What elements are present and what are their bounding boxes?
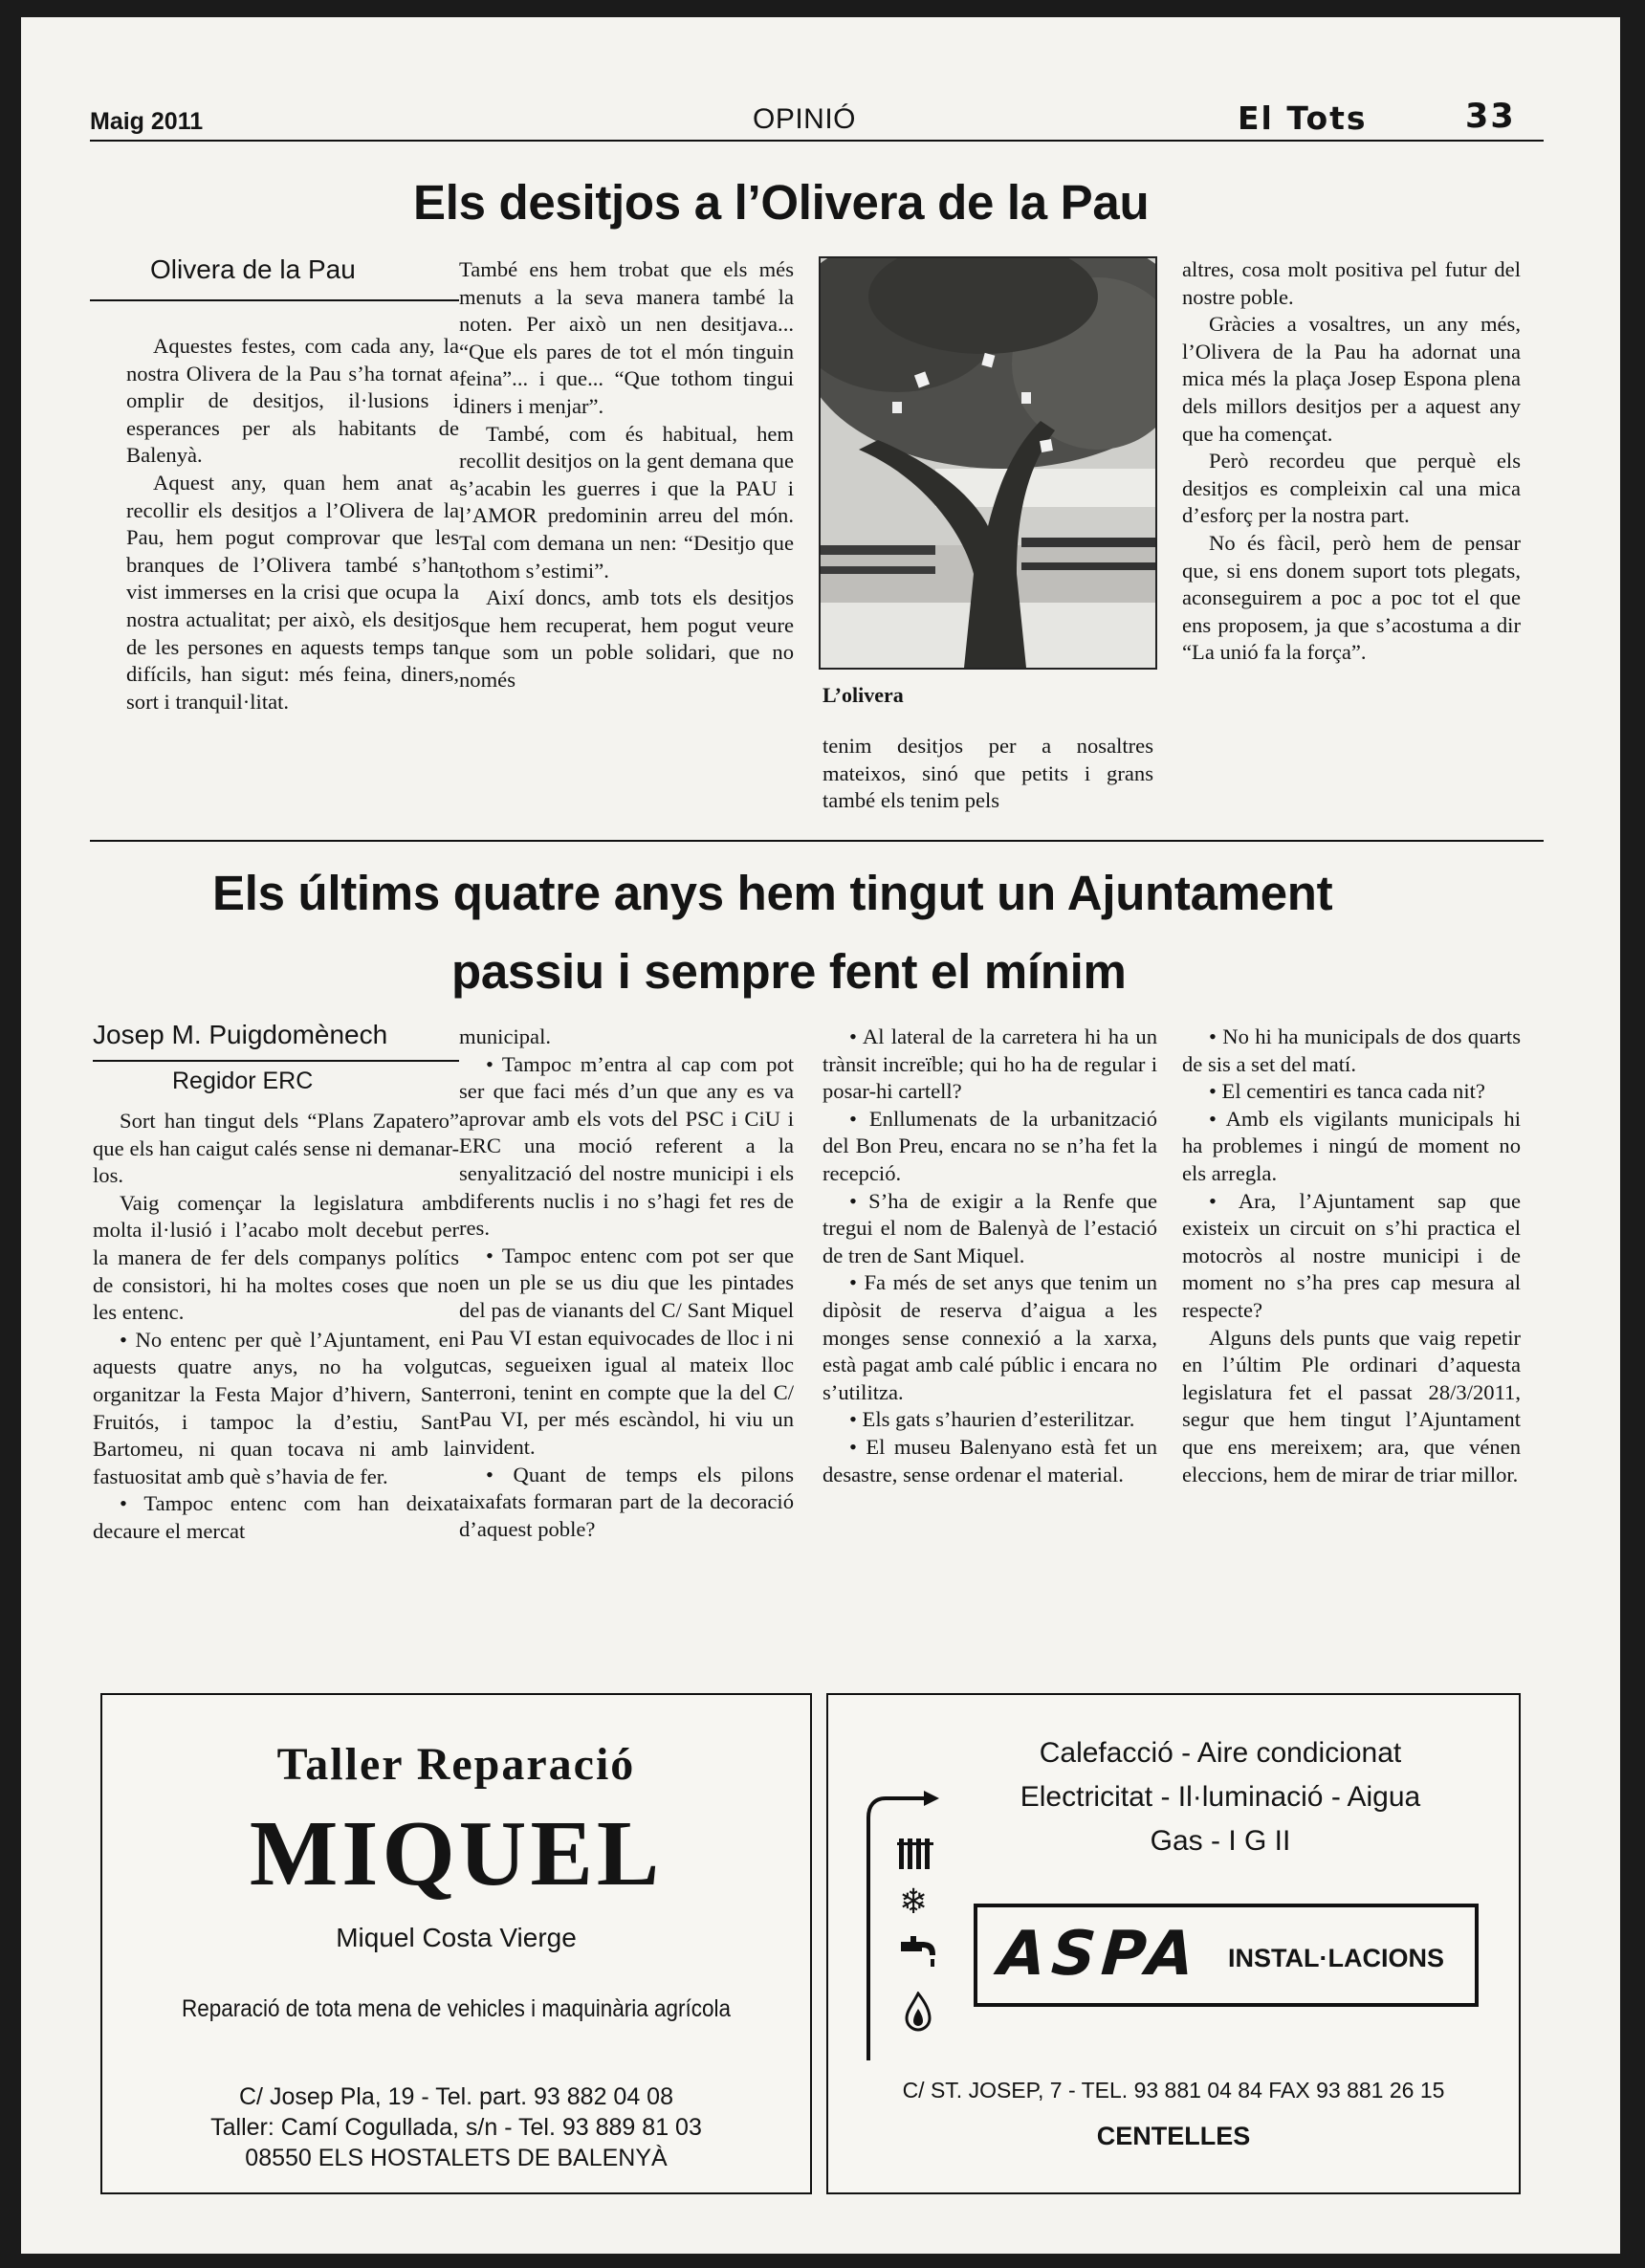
paragraph: • No entenc per què l’Ajuntament, en aquests quatre anys, no ha volgut organitzar la Festa Major d’hivern, Sant Fruitós, i tampoc la d’estiu, Sant Bartomeu, ni quan tocava ni amb la fastuositat amb què s’havia de fer. xyxy=(93,1327,459,1488)
ad-left-address-2: Taller: Camí Cogullada, s/n - Tel. 93 889 81 03 xyxy=(210,2114,702,2141)
aspa-logo: ASPA xyxy=(996,1919,1202,1990)
paragraph: També, com és habitual, hem recollit desitjos on la gent demana que s’acabin les guerres i que la PAU i l’AMOR predominin arreu del món. Tal com demana un nen: “Desitjo que tothom s’estimi”. xyxy=(459,421,794,583)
paragraph: Sort han tingut dels “Plans Zapatero” que els han caigut calés sense ni demanar-los. xyxy=(93,1109,459,1188)
byline-rule xyxy=(90,299,459,301)
radiator-icon xyxy=(897,1835,935,1873)
article2-title-line2: passiu i sempre fent el mínim xyxy=(451,944,1127,999)
author-rule xyxy=(93,1060,459,1062)
paragraph: Aquest any, quan hem anat a recollir els desitjos a l’Olivera de la Pau, hem pogut comprovar que les branques de l’Olivera també s’han vist immerses en la crisi que ocupa la nostra actualitat; per això, els desitjos de les persones en aquests temps tan difícils, han sigut: més feina, diners, sort i tranquil·litat. xyxy=(126,470,459,714)
paragraph: • Amb els vigilants municipals hi ha problemes i ningú de moment no els arregla. xyxy=(1182,1106,1521,1185)
paragraph: • Els gats s’haurien d’esterilitzar. xyxy=(849,1407,1135,1432)
aspa-logo-subtitle: INSTAL·LACIONS xyxy=(1228,1944,1444,1972)
page-number: 33 xyxy=(1465,98,1516,136)
section-title: OPINIÓ xyxy=(753,103,857,135)
gas-flame-icon xyxy=(903,1992,933,2034)
magazine-page xyxy=(21,17,1620,2254)
ad-right-address: C/ ST. JOSEP, 7 - TEL. 93 881 04 84 FAX 93 881 26 15 xyxy=(902,2078,1445,2103)
paragraph: Aquestes festes, com cada any, la nostra Olivera de la Pau s’ha tornat a omplir de desitjos, il·lusions i esperances per als habitants de Balenyà. xyxy=(126,334,459,468)
paragraph: • Fa més de set anys que tenim un dipòsit de reserva d’aigua a les monges sense connexió a la xarxa, està pagat amb calé públic i encara no s’utilitza. xyxy=(822,1270,1157,1404)
ad-taller-miquel xyxy=(100,1693,812,2194)
ad-aspa-instal-lacions xyxy=(826,1693,1521,2194)
snowflake-icon: ❄ xyxy=(899,1883,929,1922)
section-divider xyxy=(90,840,1544,842)
article1-column-1 xyxy=(126,333,459,716)
issue-date: Maig 2011 xyxy=(90,108,204,135)
paragraph: • S’ha de exigir a la Renfe que tregui el nom de Balenyà de l’estació de tren de Sant Miquel. xyxy=(822,1188,1157,1267)
olive-tree-photo xyxy=(819,256,1157,670)
article2-column-2 xyxy=(459,1024,794,1543)
article1-column-2 xyxy=(459,256,794,694)
ad-left-owner: Miquel Costa Vierge xyxy=(336,1923,577,1952)
ad-left-tagline: Reparació de tota mena de vehicles i maquinària agrícola xyxy=(181,1995,732,2022)
paragraph: No és fàcil, però hem de pensar que, si ens donem suport tots plegats, aconseguirem a poc a poc tot el que ens proposem, ja que s’acostuma a dir “La unió fa la força”. xyxy=(1182,530,1521,665)
paragraph: Així doncs, amb tots els desitjos que hem recuperat, hem pogut veure que som un poble solidari, que no només xyxy=(459,585,794,692)
ad-right-line-3: Gas - I G II xyxy=(1150,1825,1291,1857)
paragraph: • Enllumenats de la urbanització del Bon Preu, encara no se n’ha fet la recepció. xyxy=(822,1106,1157,1185)
paragraph: Gràcies a vosaltres, un any més, l’Olivera de la Pau ha adornat una mica més la plaça Josep Espona plena dels millors desitjos per a aquest any que ha començat. xyxy=(1182,312,1521,446)
paragraph: Vaig començar la legislatura amb molta il·lusió i l’acabo molt decebut per la manera de fer dels companys polítics de consistori, hi ha moltes coses que no les entenc. xyxy=(93,1190,459,1325)
ad-left-headline: Taller Reparació xyxy=(276,1739,636,1790)
header-rule xyxy=(90,140,1544,142)
paragraph: Alguns dels punts que vaig repetir en l’últim Ple ordinari d’aquesta legislatura fet el passat 28/3/2011, segur que hem tingut l’Ajuntament que ens mereixem; ara, que vénen eleccions, hem de mirar de triar millor. xyxy=(1182,1325,1521,1486)
paragraph: Però recordeu que perquè els desitjos es compleixin cal una mica d’esforç per la nostra part. xyxy=(1182,449,1521,528)
article1-byline: Olivera de la Pau xyxy=(150,254,356,284)
photo-caption: L’olivera xyxy=(822,683,904,707)
paragraph: • Tampoc entenc com han deixat decaure el mercat xyxy=(93,1491,459,1543)
paragraph: municipal. xyxy=(459,1024,552,1048)
paragraph: • Ara, l’Ajuntament sap que existeix un circuit on s’hi practica el motocròs al nostre municipi i de moment no s’ha pres cap mesura al respecte? xyxy=(1182,1188,1521,1322)
article1-title: Els desitjos a l’Olivera de la Pau xyxy=(413,175,1150,230)
ad-left-address-3: 08550 ELS HOSTALETS DE BALENYÀ xyxy=(245,2145,668,2171)
aspa-logo-box xyxy=(974,1904,1479,2007)
paragraph: altres, cosa molt positiva pel futur del nostre poble. xyxy=(1182,257,1521,309)
article2-author: Josep M. Puigdomènech xyxy=(93,1020,388,1049)
ad-right-line-1: Calefacció - Aire condicionat xyxy=(1039,1737,1402,1769)
paragraph: • Quant de temps els pilons aixafats formaran part de la decoració d’aquest poble? xyxy=(459,1462,794,1541)
magazine-name: El Tots xyxy=(1238,99,1368,137)
article1-column-3 xyxy=(822,733,1153,815)
ad-left-address-1: C/ Josep Pla, 19 - Tel. part. 93 882 04 08 xyxy=(239,2083,673,2110)
olive-tree-image xyxy=(821,258,1155,668)
article2-column-3 xyxy=(822,1024,1157,1488)
ad-right-town: CENTELLES xyxy=(1096,2122,1251,2150)
article2-role: Regidor ERC xyxy=(172,1068,314,1094)
paragraph: • Al lateral de la carretera hi ha un trànsit increïble; qui ho ha de regular i posar-hi cartell? xyxy=(822,1024,1157,1104)
paragraph: tenim desitjos per a nosaltres mateixos, sinó que petits i grans també els tenim pels xyxy=(822,734,1153,813)
ad-left-name: MIQUEL xyxy=(249,1802,664,1905)
article2-column-1 xyxy=(93,1108,459,1546)
article2-title-line1: Els últims quatre anys hem tingut un Ajuntament xyxy=(212,866,1333,920)
paragraph: També ens hem trobat que els més menuts a la seva manera també la noten. Per això un nen desitjava... “Que els pares de tot el món tinguin feina”... i que... “Que tothom tingui diners i menjar”. xyxy=(459,257,794,418)
paragraph: • El cementiri es tanca cada nit? xyxy=(1209,1079,1485,1104)
faucet-icon xyxy=(897,1934,939,1976)
article1-column-4 xyxy=(1182,256,1521,667)
article2-column-4 xyxy=(1182,1024,1521,1488)
ad-right-line-2: Electricitat - Il·luminació - Aigua xyxy=(1020,1781,1421,1813)
paragraph: • Tampoc entenc com pot ser que en un ple se us diu que les pintades del pas de vianants del C/ Sant Miquel i Pau VI estan equivocades de lloc i ni cas, segueixen igual al mateix lloc erroni, tenint en compte que la del C/ Pau VI, per més escàndol, hi viu un invident. xyxy=(459,1243,794,1459)
paragraph: • Tampoc m’entra al cap com pot ser que faci més d’un que any es va aprovar amb els vots del PSC i CiU i ERC una moció referent a la senyalització del nostre municipi i els diferents nuclis i no s’hagi fet res de res. xyxy=(459,1051,794,1241)
paragraph: • El museu Balenyano està fet un desastre, sense ordenar el material. xyxy=(822,1434,1157,1486)
paragraph: • No hi ha municipals de dos quarts de sis a set del matí. xyxy=(1182,1024,1521,1076)
